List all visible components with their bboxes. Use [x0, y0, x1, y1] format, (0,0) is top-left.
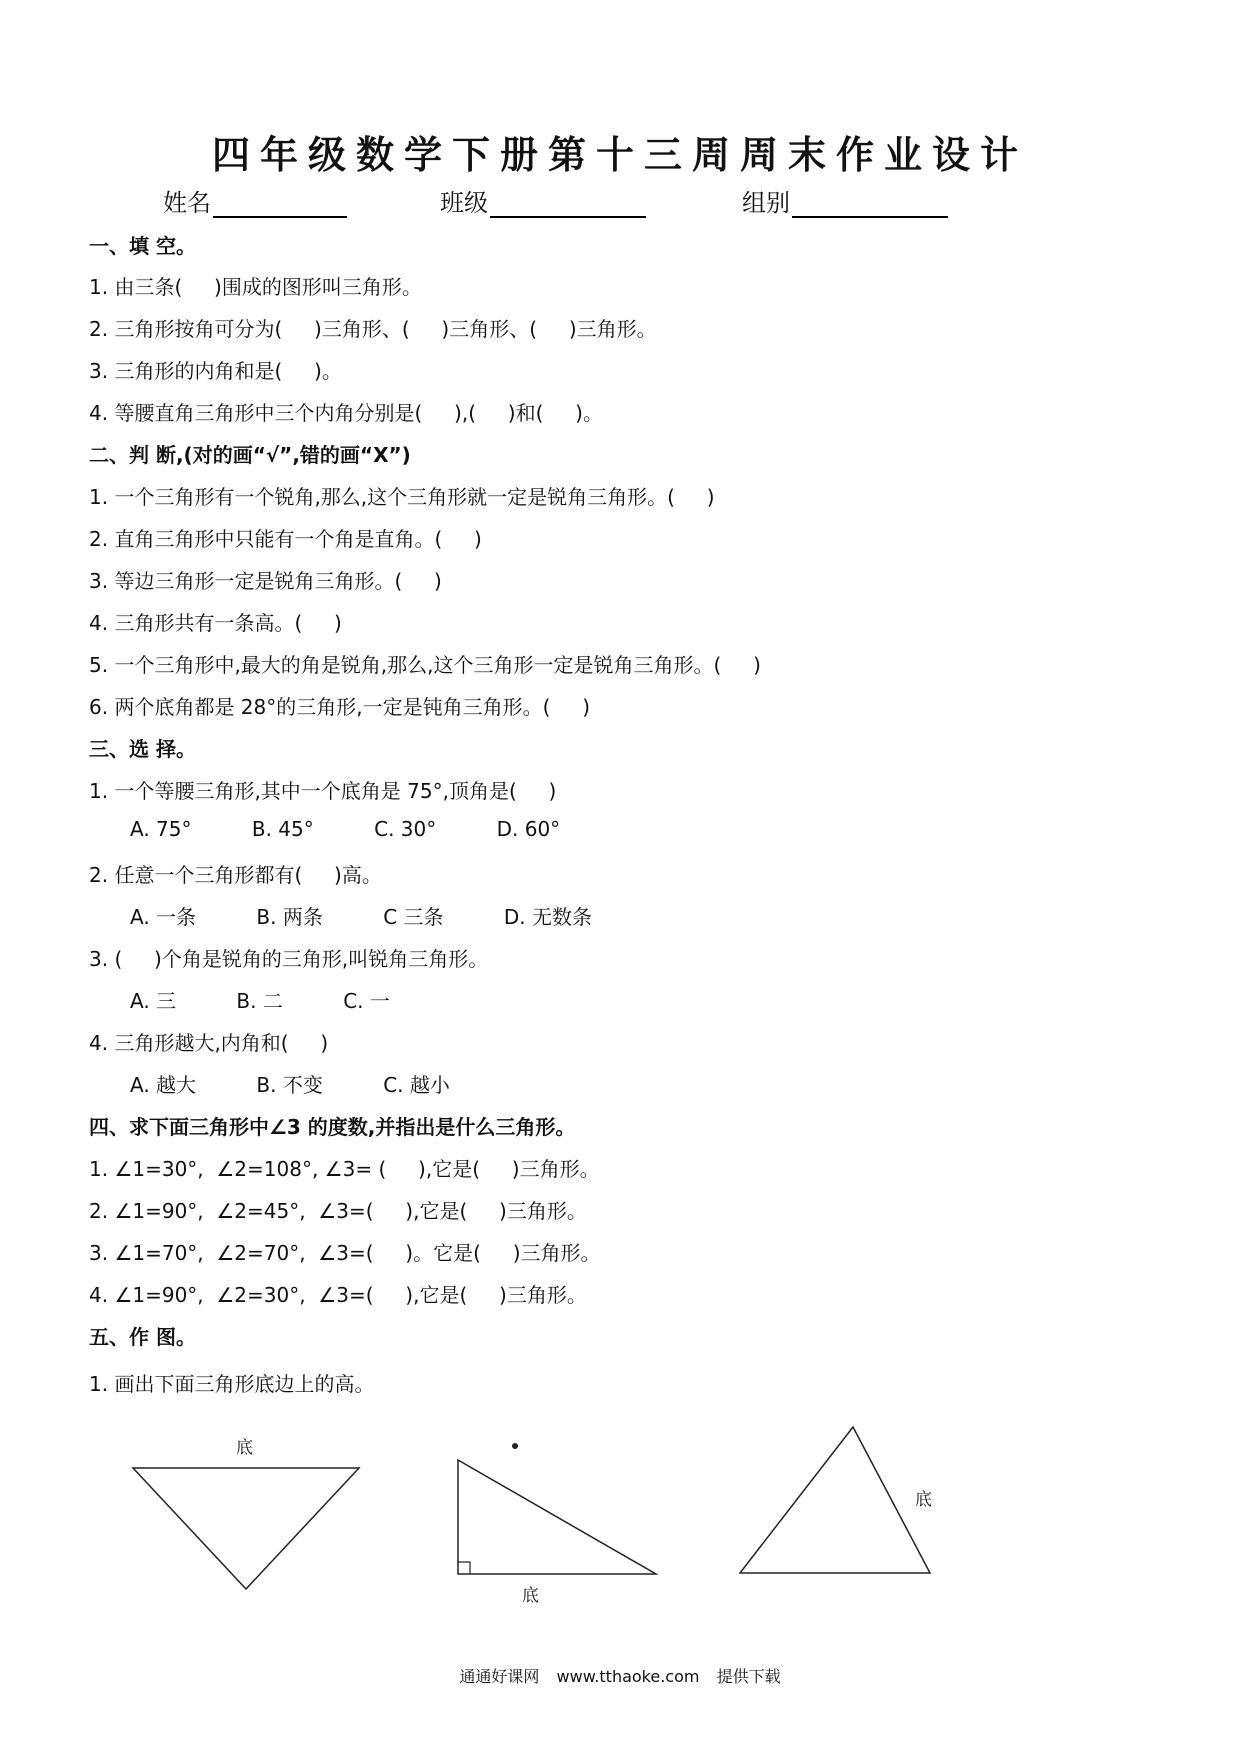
question: 4. 三角形越大,内角和( )	[89, 1031, 329, 1055]
option: B. 45°	[251, 817, 314, 841]
footer-suffix: 提供下载	[716, 1667, 781, 1686]
option: B. 二	[236, 989, 283, 1013]
question: 6. 两个底角都是 28°的三角形,一定是钝角三角形。( )	[89, 695, 590, 719]
section-title-fill-blank: 一、填 空。	[89, 234, 196, 258]
group-field	[742, 183, 948, 218]
question: 1. 由三条( )围成的图形叫三角形。	[89, 275, 422, 299]
option: D. 60°	[496, 817, 561, 841]
question: 2. ∠1=90°, ∠2=45°, ∠3=( ),它是( )三角形。	[89, 1199, 587, 1223]
option: A. 越大	[130, 1073, 197, 1097]
option: C. 一	[343, 989, 390, 1013]
option: A. 三	[130, 989, 177, 1013]
base-label: 底	[915, 1490, 932, 1510]
question: 4. 等腰直角三角形中三个内角分别是( ),( )和( )。	[89, 401, 603, 425]
question: 2. 三角形按角可分为( )三角形、( )三角形、( )三角形。	[89, 317, 657, 341]
option: C. 越小	[383, 1073, 450, 1097]
question: 1. 一个三角形有一个锐角,那么,这个三角形就一定是锐角三角形。( )	[89, 485, 715, 509]
base-label: 底	[236, 1438, 253, 1458]
option: A. 75°	[130, 817, 192, 841]
page-title: 四年级数学下册第十三周周末作业设计	[211, 132, 1028, 177]
question: 1. 一个等腰三角形,其中一个底角是 75°,顶角是( )	[89, 779, 557, 803]
question: 2. 任意一个三角形都有( )高。	[89, 863, 382, 887]
footer-url[interactable]: www.tthaoke.com	[556, 1667, 700, 1686]
section-title-angles: 四、求下面三角形中∠3 的度数,并指出是什么三角形。	[89, 1115, 576, 1139]
footer-credit	[0, 1664, 1240, 1687]
acute-triangle-figure	[730, 1415, 950, 1585]
name-field	[163, 183, 347, 218]
right-triangle-figure	[445, 1425, 675, 1605]
section-title-choice: 三、选 择。	[89, 737, 196, 761]
question: 3. ( )个角是锐角的三角形,叫锐角三角形。	[89, 947, 489, 971]
option: A. 一条	[130, 905, 197, 929]
base-label: 底	[522, 1586, 539, 1605]
options-row	[130, 817, 614, 841]
option: C. 30°	[374, 817, 437, 841]
question: 3. ∠1=70°, ∠2=70°, ∠3=( )。它是( )三角形。	[89, 1241, 601, 1265]
section-title-drawing: 五、作 图。	[89, 1325, 196, 1349]
inverted-triangle-figure	[120, 1425, 370, 1605]
dot-mark	[512, 1443, 518, 1449]
options-row	[130, 901, 646, 930]
option: C 三条	[383, 905, 444, 929]
class-field	[440, 183, 646, 218]
option: B. 两条	[256, 905, 323, 929]
question: 5. 一个三角形中,最大的角是锐角,那么,这个三角形一定是锐角三角形。( )	[89, 653, 761, 677]
class-blank[interactable]	[490, 188, 646, 218]
footer-site-name: 通通好课网	[459, 1667, 540, 1686]
question: 3. 等边三角形一定是锐角三角形。( )	[89, 569, 442, 593]
group-blank[interactable]	[792, 188, 948, 218]
question: 2. 直角三角形中只能有一个角是直角。( )	[89, 527, 482, 551]
question: 4. 三角形共有一条高。( )	[89, 611, 342, 635]
option: B. 不变	[256, 1073, 323, 1097]
question: 1. ∠1=30°, ∠2=108°, ∠3= ( ),它是( )三角形。	[89, 1157, 600, 1181]
class-label: 班级	[440, 189, 488, 217]
name-label: 姓名	[163, 189, 211, 217]
right-angle-mark	[458, 1562, 470, 1574]
option: D. 无数条	[503, 905, 593, 929]
student-info-row	[163, 183, 1063, 217]
section-title-judge: 二、判 断,(对的画“√”,错的画“X”)	[89, 443, 411, 467]
question: 3. 三角形的内角和是( )。	[89, 359, 342, 383]
question: 4. ∠1=90°, ∠2=30°, ∠3=( ),它是( )三角形。	[89, 1283, 587, 1307]
options-row	[130, 1069, 504, 1098]
question: 1. 画出下面三角形底边上的高。	[89, 1372, 375, 1396]
options-row	[130, 985, 444, 1014]
name-blank[interactable]	[213, 188, 347, 218]
group-label: 组别	[742, 189, 790, 217]
